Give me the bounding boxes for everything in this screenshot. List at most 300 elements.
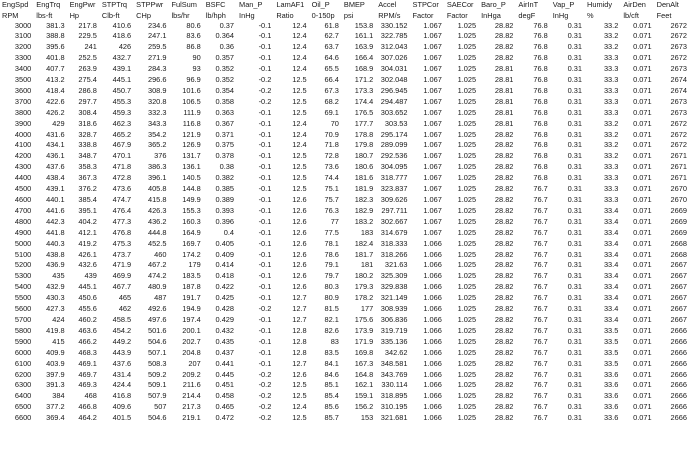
table-cell: 76.8: [533, 118, 548, 128]
table-cell: 5800: [14, 325, 32, 335]
table-cell: 1.025: [457, 184, 477, 194]
table-cell: 0.071: [633, 391, 652, 401]
table-cell: 84.1: [324, 358, 339, 368]
table-cell: 438.8: [46, 249, 65, 259]
table-cell: 297.7: [78, 96, 97, 106]
table-cell: 76.7: [533, 413, 548, 423]
table-cell: 404.2: [78, 216, 97, 226]
table-cell: 12.6: [292, 227, 307, 237]
table-row: [0, 31, 688, 42]
table-cell: 467.9: [112, 140, 132, 150]
table-cell: 1.025: [457, 314, 477, 324]
table-cell: 76.7: [533, 358, 548, 368]
table-cell: 0.358: [215, 96, 235, 106]
table-cell: 0.071: [633, 347, 652, 357]
column-header: Vap_P: [552, 0, 575, 9]
table-cell: 415: [52, 336, 65, 346]
table-cell: 12.6: [292, 369, 307, 379]
table-cell: 348.581: [380, 358, 408, 368]
table-cell: 1.066: [423, 271, 442, 281]
table-cell: 465: [118, 293, 132, 303]
table-cell: 476.8: [112, 227, 132, 237]
table-cell: 28.82: [494, 304, 514, 314]
table-cell: -0.1: [258, 42, 272, 52]
table-cell: 5000: [14, 238, 32, 248]
table-cell: 0.31: [567, 173, 583, 183]
table-cell: 431.6: [46, 129, 65, 139]
table-cell: 1.025: [457, 402, 477, 412]
table-cell: 303.652: [380, 107, 408, 117]
table-cell: 465.2: [112, 129, 132, 139]
table-cell: 1.025: [457, 413, 477, 423]
table-cell: 1.067: [423, 75, 442, 85]
table-cell: 418.4: [46, 85, 65, 95]
table-cell: 33.5: [603, 358, 619, 368]
column-unit: degF: [518, 10, 536, 20]
table-cell: 0.071: [633, 314, 652, 324]
table-cell: 0.31: [567, 107, 583, 117]
table-cell: 121.9: [182, 129, 201, 139]
table-cell: 76.8: [533, 162, 548, 172]
table-cell: 182.4: [354, 238, 374, 248]
table-cell: 469.7: [78, 369, 97, 379]
table-cell: 33.2: [603, 20, 619, 30]
table-cell: 1.067: [423, 96, 442, 106]
table-cell: 12.5: [292, 85, 307, 95]
table-cell: 241: [84, 42, 97, 52]
table-cell: 1.067: [423, 53, 442, 63]
column-header: SAECor: [446, 0, 474, 9]
table-cell: 12.7: [292, 358, 307, 368]
table-cell: 33.4: [603, 249, 619, 259]
table-cell: -0.1: [258, 184, 272, 194]
table-cell: 28.81: [494, 85, 514, 95]
table-cell: 470.1: [112, 151, 132, 161]
table-cell: 497.6: [147, 314, 167, 324]
table-cell: 12.4: [292, 31, 307, 41]
table-cell: 0.31: [567, 162, 583, 172]
table-cell: 0.31: [567, 31, 583, 41]
table-cell: 295.174: [380, 129, 408, 139]
table-cell: 310.195: [380, 402, 408, 412]
table-cell: 438.4: [46, 173, 65, 183]
table-cell: 0.31: [567, 64, 583, 74]
table-cell: 82.6: [324, 325, 339, 335]
table-cell: 416.8: [112, 391, 132, 401]
table-cell: 385.4: [78, 195, 97, 204]
table-cell: 67.3: [324, 85, 339, 95]
table-cell: 1.025: [457, 151, 477, 161]
table-cell: 2667: [670, 282, 687, 292]
table-cell: 5600: [14, 304, 32, 314]
table-cell: 0.31: [567, 129, 583, 139]
table-cell: 1.067: [423, 118, 442, 128]
table-cell: 76.7: [533, 195, 548, 204]
column-unit: InHga: [481, 10, 501, 20]
table-cell: 12.5: [292, 96, 307, 106]
table-cell: 28.82: [494, 195, 514, 204]
table-cell: 409.6: [112, 402, 132, 412]
table-cell: 1.025: [457, 249, 477, 259]
table-row: [0, 64, 688, 75]
table-cell: 33.6: [603, 402, 619, 412]
table-cell: 177.7: [354, 118, 374, 128]
table-cell: 76.8: [533, 42, 548, 52]
table-cell: 0.31: [567, 195, 583, 204]
table-cell: 28.82: [494, 358, 514, 368]
table-cell: 6500: [14, 402, 32, 412]
table-cell: 0.458: [215, 391, 235, 401]
table-cell: 0.071: [633, 96, 652, 106]
table-cell: 177: [360, 304, 374, 314]
column-header: BSFC: [205, 0, 226, 9]
column-header: AirInT: [518, 0, 539, 9]
table-cell: 467.2: [147, 260, 167, 270]
table-cell: -0.1: [258, 162, 272, 172]
table-cell: -0.1: [258, 238, 272, 248]
table-cell: 197.4: [182, 314, 201, 324]
table-cell: 473.7: [112, 249, 132, 259]
table-cell: 12.6: [292, 195, 307, 204]
table-cell: 0.31: [567, 358, 583, 368]
table-cell: 396.1: [147, 173, 167, 183]
column-unit: lbs/hr: [171, 10, 190, 20]
table-cell: 76.7: [533, 304, 548, 314]
table-cell: 0.472: [215, 413, 235, 423]
table-cell: 6600: [14, 413, 32, 423]
table-cell: 325.309: [380, 271, 408, 281]
table-cell: 180.2: [354, 271, 374, 281]
table-cell: 318.333: [380, 238, 408, 248]
table-cell: 33.4: [603, 238, 619, 248]
column-header: LamAF1: [276, 0, 305, 9]
table-cell: 286.8: [78, 85, 97, 95]
table-cell: 469.1: [78, 358, 97, 368]
table-cell: 1.066: [423, 347, 442, 357]
table-cell: 2668: [670, 249, 687, 259]
table-cell: 179.3: [354, 282, 374, 292]
table-cell: 304.031: [380, 64, 408, 74]
table-row: [0, 326, 688, 337]
table-cell: 1.025: [457, 129, 477, 139]
table-cell: 33.4: [603, 205, 619, 215]
table-row: [0, 271, 688, 282]
table-cell: 2670: [670, 195, 687, 204]
table-cell: 4000: [14, 129, 32, 139]
table-cell: 76.7: [533, 216, 548, 226]
table-cell: 126.9: [182, 140, 201, 150]
table-cell: 2666: [670, 391, 687, 401]
table-cell: 1.025: [457, 216, 477, 226]
table-row: [0, 97, 688, 108]
table-cell: 430.3: [46, 293, 65, 303]
table-cell: 508.3: [147, 358, 167, 368]
table-cell: 0.31: [567, 140, 583, 150]
table-cell: 1.025: [457, 42, 477, 52]
table-cell: 468: [84, 391, 97, 401]
table-cell: 1.066: [423, 314, 442, 324]
table-cell: 28.82: [494, 140, 514, 150]
table-cell: 422.6: [46, 96, 65, 106]
table-cell: 424.4: [112, 380, 132, 390]
table-cell: 33.3: [603, 195, 619, 204]
table-cell: 33.4: [603, 227, 619, 237]
table-cell: -0.2: [258, 402, 272, 412]
table-cell: 0.352: [215, 64, 235, 74]
table-cell: 136.1: [182, 162, 201, 172]
table-cell: 0.31: [567, 260, 583, 270]
table-cell: -0.1: [258, 53, 272, 63]
table-cell: 76.8: [533, 151, 548, 161]
table-cell: 76.7: [533, 314, 548, 324]
table-cell: 12.5: [292, 173, 307, 183]
table-cell: 252.5: [78, 53, 97, 63]
table-cell: 180.6: [354, 162, 374, 172]
table-cell: 0.31: [567, 402, 583, 412]
table-cell: 0.435: [215, 336, 235, 346]
column-unit: Hp: [69, 10, 80, 20]
column-unit: Ratio: [276, 10, 294, 20]
table-cell: 28.82: [494, 151, 514, 161]
table-cell: 164.8: [354, 369, 374, 379]
table-cell: 0.31: [567, 118, 583, 128]
table-cell: 1.025: [457, 304, 477, 314]
column-unit: 0-150p: [311, 10, 335, 20]
table-cell: 76.8: [533, 64, 548, 74]
table-cell: 0.393: [215, 205, 235, 215]
table-cell: 1.025: [457, 325, 477, 335]
table-cell: 76.7: [533, 205, 548, 215]
table-cell: 175.6: [354, 314, 374, 324]
table-cell: 0.31: [567, 216, 583, 226]
table-cell: 2666: [670, 325, 687, 335]
table-cell: 2666: [670, 380, 687, 390]
table-cell: 204.8: [182, 347, 201, 357]
table-cell: 471.8: [112, 162, 132, 172]
table-row: [0, 86, 688, 97]
table-cell: 3200: [14, 42, 32, 52]
table-cell: 0.31: [567, 227, 583, 237]
table-cell: 12.4: [292, 129, 307, 139]
table-cell: 28.82: [494, 282, 514, 292]
column-header: Man_P: [239, 0, 263, 9]
table-cell: 76.8: [533, 107, 548, 117]
table-row: [0, 391, 688, 402]
table-cell: 312.043: [380, 42, 408, 52]
table-cell: 415.8: [147, 195, 167, 204]
table-cell: 81.5: [324, 304, 339, 314]
table-cell: 418.6: [112, 31, 132, 41]
table-cell: -0.1: [258, 129, 272, 139]
table-cell: 33.6: [603, 391, 619, 401]
table-cell: 33.3: [603, 96, 619, 106]
table-cell: 330.114: [381, 380, 408, 390]
table-cell: 2671: [670, 173, 687, 183]
table-cell: 0.31: [567, 184, 583, 194]
table-cell: 4300: [14, 162, 32, 172]
table-cell: 78.6: [324, 249, 339, 259]
table-cell: 85.6: [324, 402, 339, 412]
table-cell: 5400: [14, 282, 32, 292]
table-cell: 424: [52, 314, 65, 324]
table-cell: 131.7: [182, 151, 201, 161]
table-cell: 164.9: [182, 227, 201, 237]
table-cell: -0.2: [258, 380, 272, 390]
table-cell: 63.7: [324, 42, 339, 52]
table-cell: 455.3: [112, 96, 132, 106]
table-cell: 156.2: [354, 402, 374, 412]
table-cell: 0.071: [633, 380, 652, 390]
table-cell: -0.1: [258, 140, 272, 150]
table-cell: 1.025: [457, 282, 477, 292]
table-cell: 2667: [670, 260, 687, 270]
column-unit: psi: [343, 10, 354, 20]
table-row: [0, 53, 688, 64]
table-cell: 209.2: [182, 369, 201, 379]
table-cell: 2669: [670, 216, 687, 226]
table-cell: 1.025: [457, 107, 477, 117]
table-cell: 1.066: [423, 304, 442, 314]
table-cell: 33.3: [603, 53, 619, 63]
table-cell: 1.025: [457, 53, 477, 63]
table-cell: -0.2: [258, 304, 272, 314]
table-cell: 76.7: [533, 325, 548, 335]
table-cell: 0.071: [633, 413, 652, 423]
table-cell: 211.6: [182, 380, 201, 390]
table-cell: 0.071: [633, 227, 652, 237]
table-cell: 0.071: [633, 129, 652, 139]
table-cell: 338.8: [78, 140, 97, 150]
table-cell: 328.7: [78, 129, 97, 139]
table-cell: -0.1: [258, 107, 272, 117]
table-cell: 79.1: [324, 260, 339, 270]
column-unit: lbs-ft: [36, 10, 53, 20]
table-cell: 319.719: [380, 325, 408, 335]
table-cell: 1.025: [457, 205, 477, 215]
table-row: [0, 228, 688, 239]
table-cell: 33.5: [603, 336, 619, 346]
table-cell: 28.82: [494, 336, 514, 346]
table-cell: 342.62: [384, 347, 408, 357]
table-cell: 1.025: [457, 238, 477, 248]
table-cell: 1.066: [423, 282, 442, 292]
column-unit: lb/cft: [623, 10, 639, 20]
column-header: EngTrq: [36, 0, 61, 9]
table-cell: 12.4: [292, 118, 307, 128]
table-cell: 335.136: [380, 336, 408, 346]
table-cell: 296.6: [147, 75, 167, 85]
column-header: AirDen: [623, 0, 646, 9]
table-cell: 84.6: [324, 369, 339, 379]
table-cell: 426.3: [147, 205, 167, 215]
table-cell: 0.31: [567, 249, 583, 259]
table-cell: 33.3: [603, 173, 619, 183]
column-unit: Factor: [412, 10, 434, 20]
table-cell: 76.8: [533, 75, 548, 85]
table-cell: 28.82: [494, 369, 514, 379]
table-cell: 149.9: [182, 195, 201, 204]
table-cell: 33.4: [603, 282, 619, 292]
table-cell: 33.2: [603, 118, 619, 128]
table-cell: 1.025: [457, 369, 477, 379]
table-cell: 474.2: [147, 271, 167, 281]
table-cell: 64.6: [324, 53, 339, 63]
table-cell: 1.066: [423, 369, 442, 379]
table-cell: 76.7: [533, 391, 548, 401]
table-cell: 71.8: [324, 140, 339, 150]
table-cell: 0.382: [215, 173, 235, 183]
table-cell: 0.071: [633, 107, 652, 117]
table-cell: 155.3: [182, 205, 201, 215]
table-cell: 76.7: [533, 293, 548, 303]
table-cell: 76.7: [533, 238, 548, 248]
table-cell: 70: [330, 118, 339, 128]
table-cell: 440.3: [46, 238, 65, 248]
table-cell: 28.81: [494, 64, 514, 74]
table-cell: 2666: [670, 347, 687, 357]
column-header: EngSpd: [2, 0, 29, 9]
table-row: [0, 195, 688, 206]
table-cell: 384: [52, 391, 65, 401]
column-unit: %: [587, 10, 594, 20]
table-cell: 1.066: [423, 391, 442, 401]
table-cell: 2671: [670, 151, 687, 161]
table-cell: 0.31: [567, 205, 583, 215]
table-cell: -0.1: [258, 31, 272, 41]
table-cell: 426.1: [78, 249, 97, 259]
table-cell: 28.82: [494, 325, 514, 335]
table-cell: 0.071: [633, 42, 652, 52]
table-cell: 33.3: [603, 184, 619, 194]
table-cell: 321.63: [384, 260, 408, 270]
table-cell: -0.2: [258, 75, 272, 85]
table-cell: 214.4: [182, 391, 201, 401]
table-cell: 1.025: [457, 64, 477, 74]
table-cell: 0.071: [633, 402, 652, 412]
table-cell: 450.6: [78, 293, 97, 303]
table-cell: 28.82: [494, 249, 514, 259]
table-cell: 0.37: [219, 20, 235, 30]
table-cell: 229.5: [78, 31, 97, 41]
table-cell: 440.1: [46, 195, 65, 204]
table-cell: 12.5: [292, 107, 307, 117]
table-cell: 0.414: [215, 260, 235, 270]
table-cell: 1.067: [423, 85, 442, 95]
table-cell: 403.9: [46, 358, 65, 368]
table-cell: -0.1: [258, 271, 272, 281]
table-cell: 5300: [14, 271, 32, 281]
table-cell: 181.7: [354, 249, 374, 259]
table-cell: 308.4: [78, 107, 97, 117]
table-cell: 1.066: [423, 238, 442, 248]
table-cell: 460.2: [78, 314, 97, 324]
table-cell: 1.025: [457, 31, 477, 41]
table-cell: 507: [154, 402, 167, 412]
table-row: [0, 108, 688, 119]
column-unit: Factor: [446, 10, 468, 20]
table-cell: 1.025: [457, 336, 477, 346]
table-cell: 166.4: [354, 53, 374, 63]
table-header: [0, 0, 688, 21]
table-cell: 83: [330, 336, 339, 346]
table-cell: 509.2: [147, 369, 167, 379]
table-cell: 454.2: [112, 325, 132, 335]
table-cell: 1.066: [423, 325, 442, 335]
table-cell: 0.071: [633, 195, 652, 204]
table-cell: 168.9: [354, 64, 374, 74]
table-cell: 2667: [670, 304, 687, 314]
table-cell: 3400: [14, 64, 32, 74]
